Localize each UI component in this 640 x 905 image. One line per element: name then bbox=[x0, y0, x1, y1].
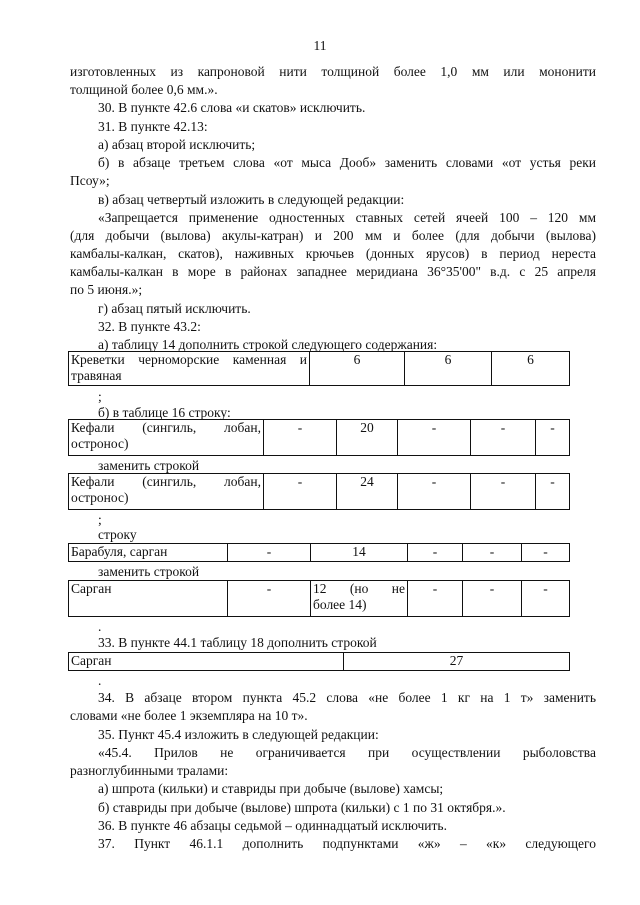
table-18-row bbox=[68, 652, 570, 671]
table-cell-name: Сарган bbox=[69, 653, 344, 671]
table-row bbox=[69, 352, 570, 386]
table-cell: 14 bbox=[311, 544, 408, 562]
text-line: (для добычи (вылова) акулы-катран) и 200 мм и более (для добычи (вылова) bbox=[70, 228, 596, 243]
page-number: 11 bbox=[313, 38, 327, 53]
text-line: разноглубинными тралами: bbox=[70, 763, 229, 778]
text-line: а) шпрота (кильки) и ставриды при добыче (вылове) хамсы; bbox=[98, 781, 444, 796]
text-line: 34. В абзаце втором пункта 45.2 слова «не более 1 кг на 1 т» заменить bbox=[98, 690, 596, 705]
text-line: б) в таблице 16 строку: bbox=[98, 405, 231, 420]
table-14-row bbox=[68, 351, 570, 386]
table-cell: 24 bbox=[337, 474, 398, 510]
table-cell: - bbox=[471, 474, 536, 510]
text-line: строку bbox=[98, 527, 137, 542]
table-cell: - bbox=[408, 581, 463, 617]
table-cell-name: Креветки черноморские каменная и bbox=[71, 352, 307, 367]
text-line: б) ставриды при добыче (вылове) шпрота (кильки) с 1 по 31 октября.». bbox=[98, 800, 506, 815]
table-cell-name: Барабуля, сарган bbox=[69, 544, 228, 562]
table-cell-name-cont: остронос) bbox=[71, 436, 129, 451]
table-cell-name-cont: остронос) bbox=[71, 490, 129, 505]
text-line: ; bbox=[98, 389, 102, 404]
text-line: камбалы-калкан в море в районах западнее меридиана 36°35'00" в.д. с 25 апреля bbox=[70, 264, 596, 279]
table-row bbox=[69, 420, 570, 456]
table-cell: 6 bbox=[405, 352, 492, 386]
table-cell: 12 (но не bbox=[313, 581, 405, 596]
text-line: изготовленных из капроновой нити толщиной более 1,0 мм или мононити bbox=[70, 64, 596, 79]
table-cell: - bbox=[463, 544, 522, 562]
table-row bbox=[69, 653, 570, 671]
text-line: б) в абзаце третьем слова «от мыса Дооб» заменить словами «от устья реки bbox=[98, 155, 596, 170]
text-line: 37. Пункт 46.1.1 дополнить подпунктами «ж» – «к» следующего bbox=[98, 836, 596, 851]
text-line: ; bbox=[98, 512, 102, 527]
table-cell: - bbox=[264, 420, 337, 456]
text-line: 36. В пункте 46 абзацы седьмой – одиннадцатый исключить. bbox=[98, 818, 447, 833]
table-cell-name: Кефали (сингиль, лобан, bbox=[71, 474, 261, 489]
text-line: «45.4. Прилов не ограничивается при осуществлении рыболовства bbox=[98, 745, 596, 760]
text-line: 30. В пункте 42.6 слова «и скатов» исключить. bbox=[98, 100, 366, 115]
table-cell: 27 bbox=[344, 653, 570, 671]
text-line: заменить строкой bbox=[98, 564, 200, 579]
text-line: камбалы-калкан, скатов), наживных крючьев (донных ярусов) в период нереста bbox=[70, 246, 596, 261]
text-line: Псоу»; bbox=[70, 173, 110, 188]
table-row bbox=[69, 474, 570, 510]
text-line: 31. В пункте 42.13: bbox=[98, 119, 208, 134]
text-line: 32. В пункте 43.2: bbox=[98, 319, 201, 334]
text-line: а) таблицу 14 дополнить строкой следующего содержания: bbox=[98, 337, 438, 352]
table-cell: - bbox=[264, 474, 337, 510]
table-row bbox=[69, 544, 570, 562]
table-cell: 6 bbox=[492, 352, 570, 386]
table-old-row-2 bbox=[68, 543, 570, 562]
table-cell: - bbox=[471, 420, 536, 456]
table-cell: - bbox=[398, 420, 471, 456]
table-new-row-2 bbox=[68, 580, 570, 617]
text-line: заменить строкой bbox=[98, 458, 200, 473]
table-cell-name: Кефали (сингиль, лобан, bbox=[71, 420, 261, 435]
text-line: толщиной более 0,6 мм.». bbox=[70, 82, 218, 97]
text-line: . bbox=[98, 619, 102, 634]
table-cell: - bbox=[408, 544, 463, 562]
text-line: 35. Пункт 45.4 изложить в следующей редакции: bbox=[98, 727, 379, 742]
table-cell: - bbox=[536, 474, 570, 510]
table-cell: - bbox=[228, 581, 311, 617]
table-cell-cont: более 14) bbox=[313, 597, 367, 612]
text-line: по 5 июня.»; bbox=[70, 282, 143, 297]
table-cell-name-cont: травяная bbox=[71, 368, 122, 383]
table-cell: 6 bbox=[310, 352, 405, 386]
table-16-new-row bbox=[68, 473, 570, 510]
table-cell: - bbox=[522, 581, 570, 617]
table-cell: 20 bbox=[337, 420, 398, 456]
text-line: . bbox=[98, 673, 102, 688]
text-line: «Запрещается применение одностенных ставных сетей ячеей 100 – 120 мм bbox=[98, 210, 596, 225]
table-cell: - bbox=[398, 474, 471, 510]
text-line: г) абзац пятый исключить. bbox=[98, 301, 251, 316]
text-line: а) абзац второй исключить; bbox=[98, 137, 256, 152]
text-line: словами «не более 1 экземпляра на 10 т». bbox=[70, 708, 308, 723]
table-cell-name: Сарган bbox=[69, 581, 228, 617]
table-cell: - bbox=[536, 420, 570, 456]
table-16-old-row bbox=[68, 419, 570, 456]
text-line: 33. В пункте 44.1 таблицу 18 дополнить строкой bbox=[98, 635, 377, 650]
table-cell: - bbox=[228, 544, 311, 562]
table-cell: - bbox=[522, 544, 570, 562]
table-cell: - bbox=[463, 581, 522, 617]
table-row bbox=[69, 581, 570, 617]
text-line: в) абзац четвертый изложить в следующей редакции: bbox=[98, 192, 405, 207]
